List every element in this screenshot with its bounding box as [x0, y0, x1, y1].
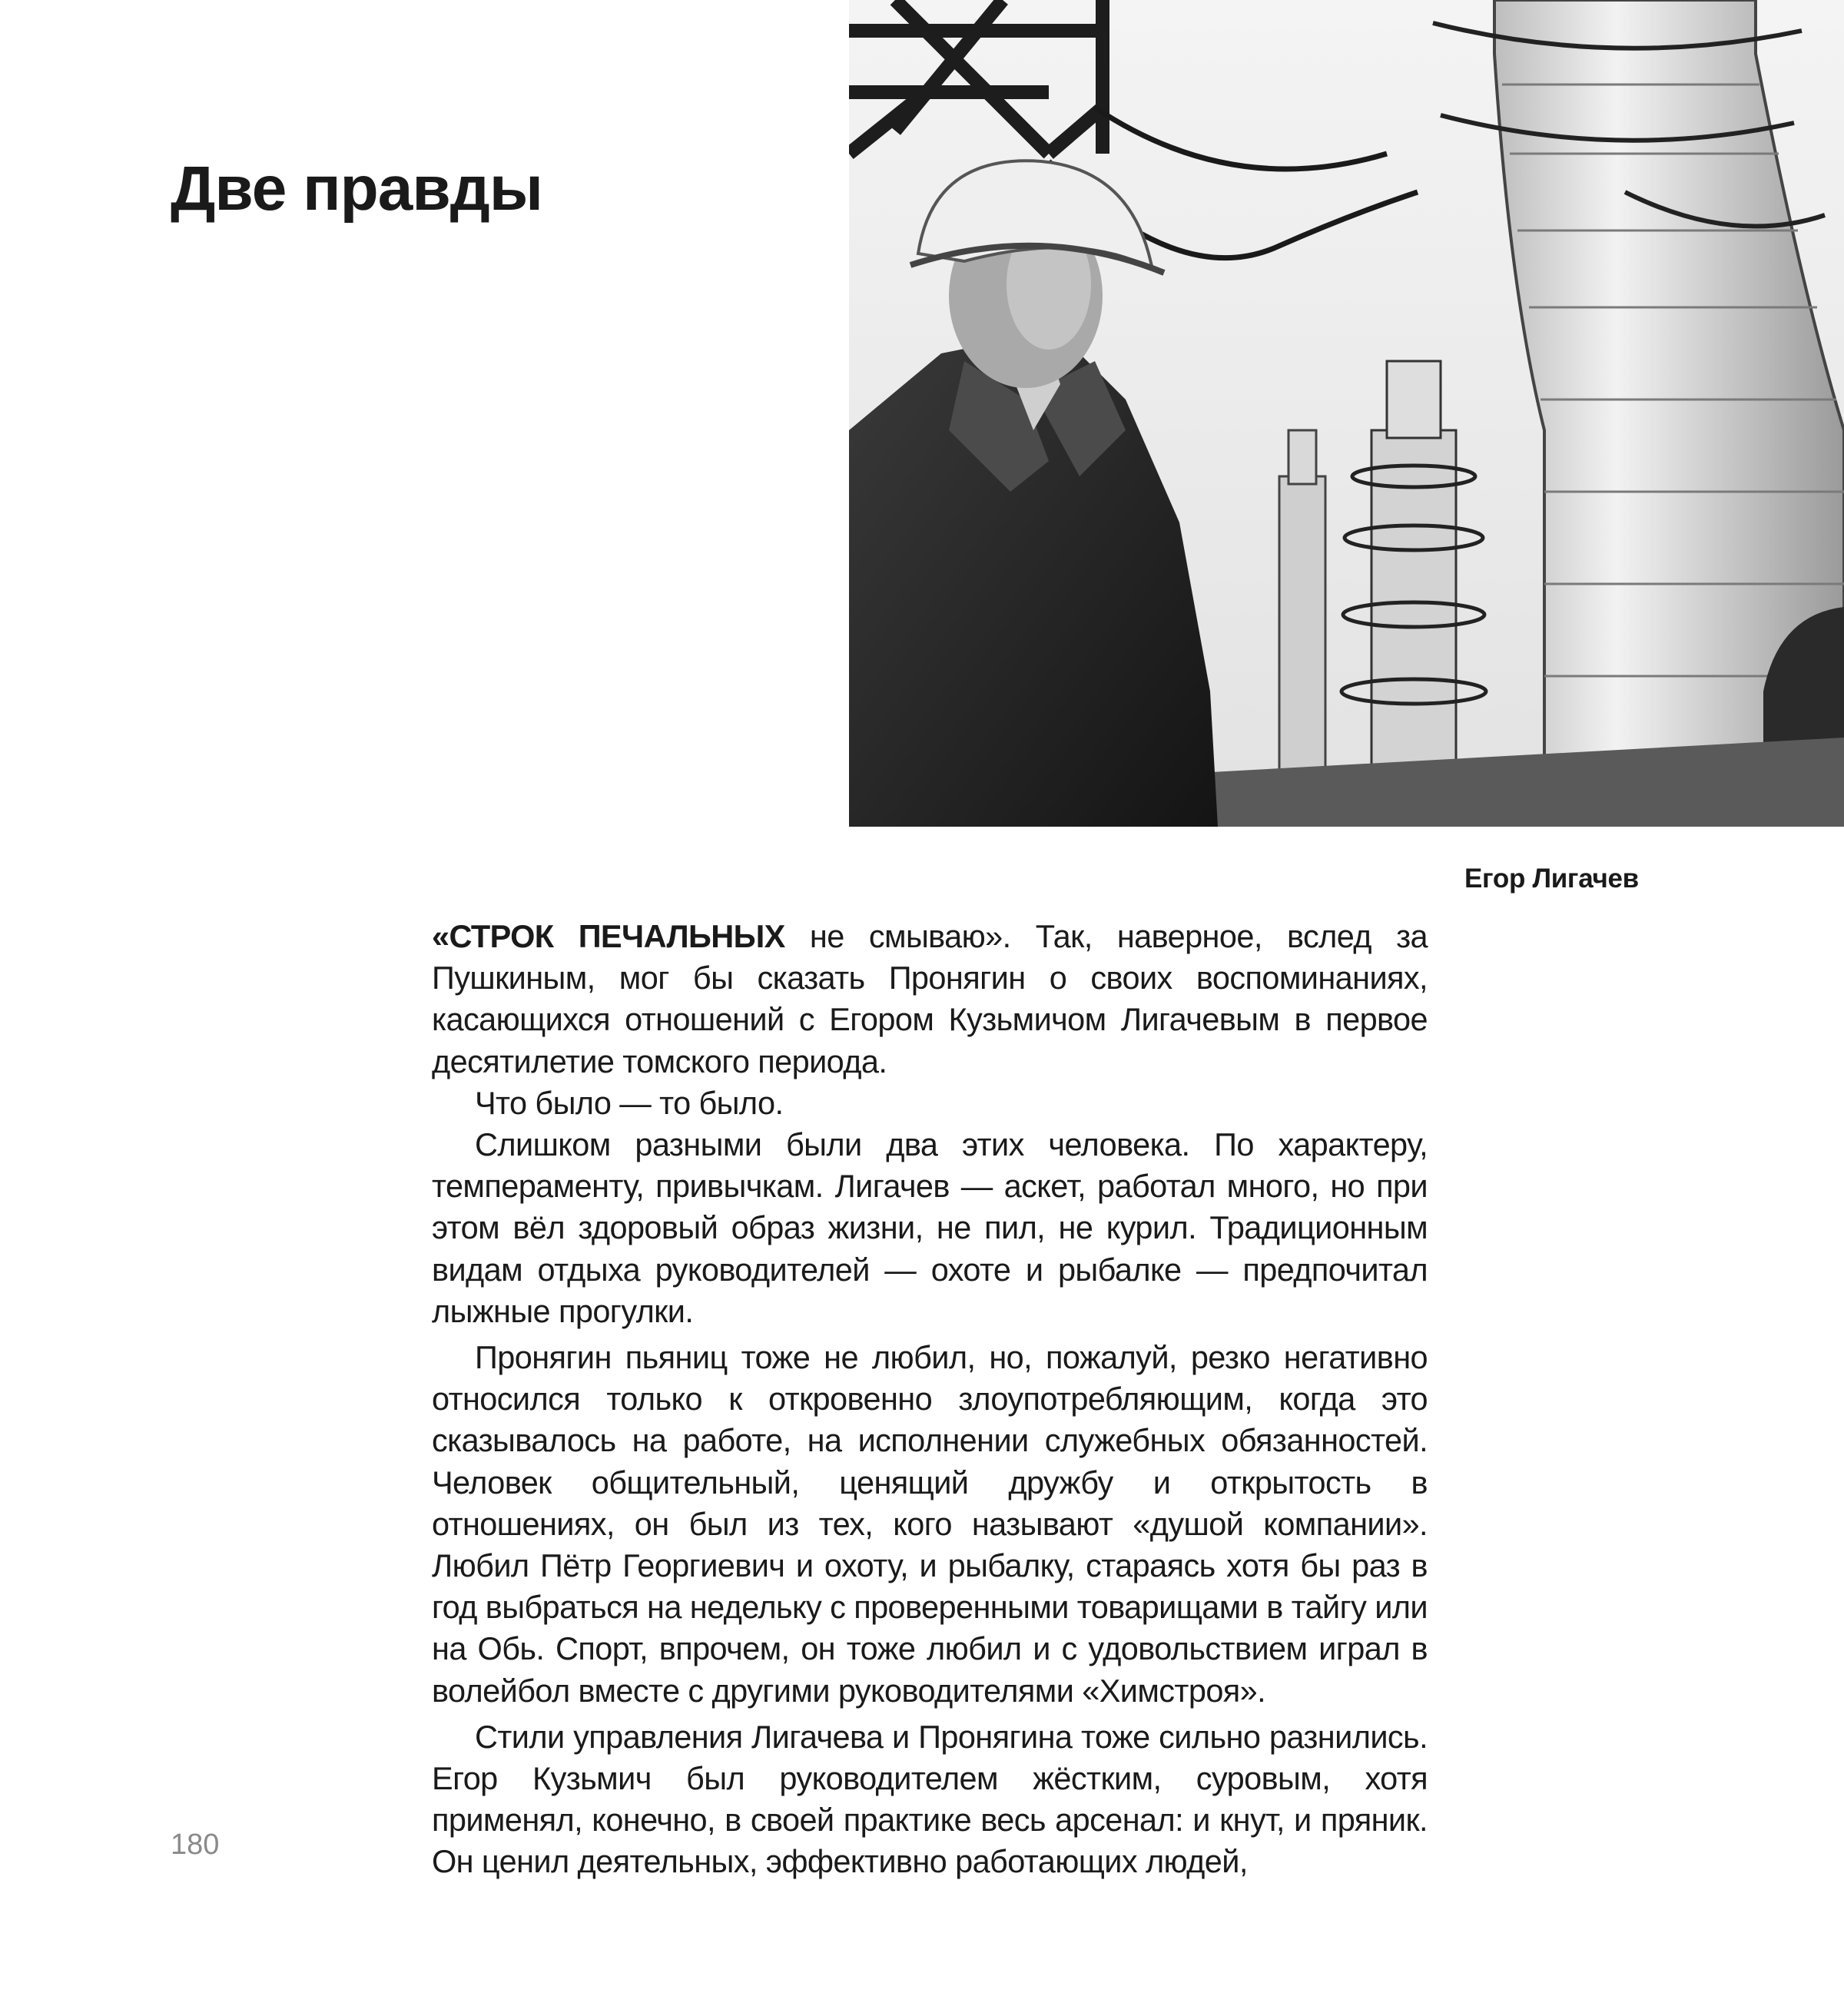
paragraph-3: Слишком разными были два этих человека. По характеру, темпераменту, привычкам. Лигачев — аскет, работал много, но при этом вёл здоровый образ жизни, не пил, не курил. Традиционным видам отдыха руководителей — охоте и рыбалке — предпочитал лыжные прогулки. [432, 1126, 1428, 1329]
industrial-portrait-photo-icon [849, 0, 1844, 827]
lead-text: не смываю». Так, наверное, вслед за Пушкиным, мог бы сказать Пронягин о своих воспоминаниях, касающихся отношений с Егором Кузьмичом Лигачевым в первое десятилетие томского периода. [432, 918, 1428, 1079]
paragraph-1 [432, 916, 1428, 1083]
paragraph-5: Стили управления Лигачева и Пронягина тоже сильно разнились. Егор Кузьмич был руководителем жёстким, суровым, хотя применял, конечно, в своей практике весь арсенал: и кнут, и пряник. Он ценил деятельных, эффективно работающих людей, [432, 1718, 1428, 1880]
page-number: 180 [171, 1829, 220, 1861]
paragraph-4: Пронягин пьяниц тоже не любил, но, пожалуй, резко негативно относился только к откровенно злоупотребляющим, когда это сказывалось на работе, на исполнении служебных обязанностей. Человек общительный, ценящий дружбу и открытость в отношениях, он был из тех, кого называют «душой компании». Любил Пётр Георгиевич и охоту, и рыбалку, стараясь хотя бы раз в год выбраться на недельку с проверенными товарищами в тайгу или на Обь. Спорт, впрочем, он тоже любил и с удовольствием играл в волейбол вместе с другими руководителями «Химстроя». [432, 1339, 1428, 1709]
lead-bold-text: «СТРОК ПЕЧАЛЬНЫХ [432, 918, 785, 954]
page-title: Две правды [171, 154, 542, 224]
paragraph-2: Что было — то было. [475, 1084, 784, 1121]
article-body [432, 916, 1428, 1883]
portrait-photo [849, 0, 1844, 827]
photo-caption: Егор Лигачев [1464, 864, 1639, 894]
